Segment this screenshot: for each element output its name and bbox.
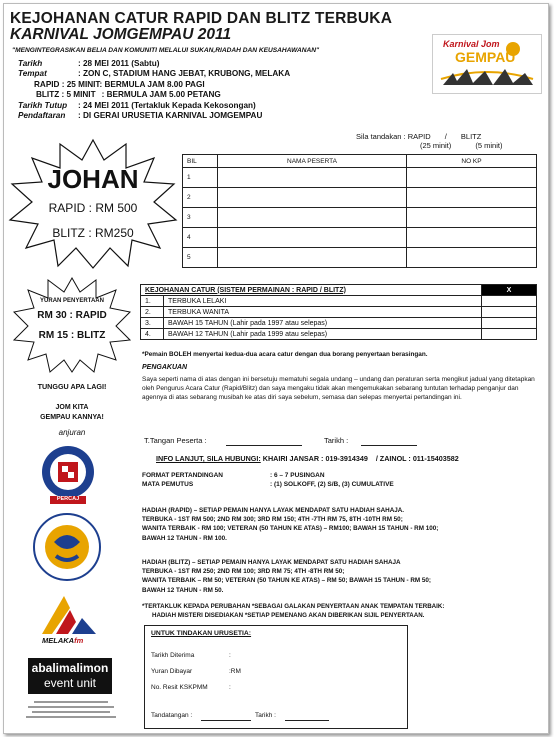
col-nama: NAMA PESERTA [218,155,407,168]
category-label: TERBUKA LELAKI [164,296,482,307]
table-row[interactable] [183,208,537,228]
row-number: 5 [183,248,218,268]
blitz-value: : BERMULA JAM 5.00 PETANG [101,90,221,100]
nama-cell[interactable] [218,208,407,228]
abalimalimon-line2: event unit [43,676,97,690]
yuran-burst-shape [12,276,132,374]
hadiah-blitz-line: TERBUKA - 1ST RM 250; 2ND RM 100; 3RD RM 75; 4TH -8TH RM 50; [142,568,345,576]
category-row[interactable] [141,329,537,340]
club-seal-logo [32,512,102,582]
category-row[interactable] [141,318,537,329]
title-line-1: KEJOHANAN CATUR RAPID DAN BLITZ TERBUKA [10,10,393,27]
club-seal-emblem [32,512,102,582]
format-block [142,471,394,489]
row-number: 4 [183,228,218,248]
urusetia-tandatangan: Tandatangan : [151,712,193,719]
pengakuan-body: Saya seperti nama di atas dengan ini bersetuju mematuhi segala undang – undang dan peraturan serta mengikut jadual yang ditetapkan oleh Pengurus Acara Catur (Rapid/Blitz) dan saya mengaku tidak akan mengemukakan sebarang tuntutan terhadap penganjur dan agennya di atas sebarang musibah ke atas diri saya sebelum, semasa dan selepas menyertai pertandingan ini. [142,376,535,401]
urusetia-yuran: Yuran Dibayar [151,668,193,675]
sila-blitz: BLITZ [460,132,482,141]
nokp-cell[interactable] [407,248,537,268]
hadiah-rapid [142,506,438,543]
ttangan-label: T.Tangan Peserta : [144,436,207,445]
yuran-starburst [12,276,132,374]
fm-text: fm [74,636,84,645]
tutup-label: Tarikh Tutup [18,100,68,110]
info-block [18,59,290,121]
sila-rapid-min: (25 minit) [420,141,452,150]
format-value2: : (1) SOLKOFF, (2) S/B, (3) CUMULATIVE [270,481,394,488]
tempat-value: : ZON C, STADIUM HANG JEBAT, KRUBONG, MELAKA [78,69,291,79]
nama-cell[interactable] [218,228,407,248]
category-label: BAWAH 15 TAHUN (Lahir pada 1997 atau selepas) [164,318,482,329]
rapid-label: RAPID : 25 MINIT [34,79,100,89]
tertakluk-block [142,602,444,620]
ttangan-line[interactable] [226,445,302,446]
nokp-cell[interactable] [407,168,537,188]
urusetia-title: UNTUK TINDAKAN URUSETIA: [151,630,252,637]
tarikh-sign-line[interactable] [361,445,417,446]
daftar-label: Pendaftaran [18,111,66,121]
category-table [140,284,537,340]
format-value1: : 6 – 7 PUSINGAN [270,472,325,479]
sila-slash: / [444,132,447,141]
percaj-logo [38,444,98,506]
contact-label: INFO LANJUT, SILA HUBUNGI: [156,454,261,463]
urusetia-tarikh: Tarikh : [255,712,276,719]
title-line-2: KARNIVAL JOMGEMPAU 2011 [10,26,232,43]
category-no: 4. [141,329,164,340]
tutup-value: : 24 MEI 2011 (Tertakluk Kepada Kekosongan) [78,100,256,110]
tertakluk-line: HADIAH MISTERI DISEDIAKAN *SETIAP PEMENANG AKAN DIBERIKAN SIJIL PENYERTAAN. [152,612,425,619]
urusetia-diterima: Tarikh Diterima [151,652,195,659]
contact-p1: KHAIRI JANSAR : 019-3914349 [262,454,368,463]
abalimalimon-logo [28,658,112,694]
rapid-value: : BERMULA JAM 8.00 PAGI [99,79,205,89]
row-number: 2 [183,188,218,208]
hadiah-rapid-line: HADIAH (RAPID) – SETIAP PEMAIN HANYA LAYAK MENDAPAT SATU HADIAH SAHAJA. [142,507,405,514]
sila-label: Sila tandakan : RAPID [356,132,431,141]
jom-line1: JOM KITA [55,404,89,411]
melaka-fm-label [42,636,83,645]
abalimalimon-line1: abalimalimon [31,661,109,675]
tertakluk-line: *TERTAKLUK KEPADA PERUBAHAN *SEBAGAI GALAKAN PENYERTAAN ANAK TEMPATAN TERBAIK: [142,603,445,610]
tunggu-text: TUNGGU APA LAGI! [37,382,107,391]
table-row[interactable] [183,168,537,188]
karnival-logo-line1: Karnival Jom [443,39,500,49]
pengakuan-title: PENGAKUAN [142,364,188,371]
yuran-title: YURAN PENYERTAAN [40,298,104,304]
nama-cell[interactable] [218,168,407,188]
category-row[interactable] [141,307,537,318]
contact-line [156,454,459,463]
category-no: 2. [141,307,164,318]
nama-cell[interactable] [218,188,407,208]
contact-p2: / ZAINOL : 011-15403582 [375,454,459,463]
hadiah-blitz-line: WANITA TERBAIK – RM 50; VETERAN (50 TAHUN KE ATAS) – RM 50; BAWAH 15 TAHUN - RM 50; [142,577,431,585]
category-check[interactable] [482,307,537,318]
tarikh-sign-label: Tarikh : [324,436,349,445]
urusetia-resit-sep: : [229,684,231,691]
hadiah-blitz [142,558,431,595]
tempat-label: Tempat [18,69,47,79]
tandatangan-line[interactable] [201,720,251,721]
johan-starburst [8,138,178,270]
tarikh-label: Tarikh [18,59,43,68]
table-row[interactable] [183,228,537,248]
yuran-blitz: RM 15 : BLITZ [38,330,106,341]
melaka-text: MELAKA [42,636,75,645]
col-nokp: NO KP [407,155,537,168]
nama-cell[interactable] [218,248,407,268]
karnival-logo [432,34,542,94]
hadiah-rapid-line: BAWAH 12 TAHUN - RM 100. [142,534,227,542]
category-check[interactable] [482,318,537,329]
category-check[interactable] [482,329,537,340]
johan-rapid: RAPID : RM 500 [48,201,138,215]
urusetia-box [144,625,408,729]
anjuran-text: anjuran [58,428,86,437]
melaka-fm-emblem [40,590,98,638]
nokp-cell[interactable] [407,208,537,228]
yuran-rapid: RM 30 : RAPID [37,310,107,321]
daftar-value: : DI GERAI URUSETIA KARNIVAL JOMGEMPAU [78,111,263,121]
category-no: 3. [141,318,164,329]
row-number: 3 [183,208,218,228]
blitz-label: BLITZ : 5 MINIT [36,90,96,100]
category-header: KEJOHANAN CATUR (SISTEM PERMAINAN : RAPID / BLITZ) [141,285,482,296]
jom-line2: GEMPAU KANNYA! [40,414,104,421]
category-x-header: X [482,285,537,296]
abalimalimon-address [24,698,118,721]
category-no: 1. [141,296,164,307]
hadiah-blitz-line: BAWAH 12 TAHUN - RM 50. [142,586,224,594]
col-bil: BIL [183,155,218,168]
category-label: TERBUKA WANITA [164,307,482,318]
karnival-logo-line2: GEMPAU [455,49,516,65]
player-table [182,154,537,268]
melaka-fm-logo [40,590,98,648]
note-boleh: *Pemain BOLEH menyertai kedua-dua acara catur dengan dua borang penyertaan berasingan. [142,351,428,358]
category-row[interactable] [141,296,537,307]
hadiah-rapid-line: TERBUKA - 1ST RM 500; 2ND RM 300; 3RD RM 150; 4TH -7TH RM 75, 8TH -10TH RM 50; [142,516,403,524]
category-check[interactable] [482,296,537,307]
category-label: BAWAH 12 TAHUN (Lahir pada 1999 atau selepas) [164,329,482,340]
johan-title: JOHAN [47,164,139,194]
table-row[interactable] [183,248,537,268]
urusetia-yuran-val: :RM [229,668,241,675]
urusetia-resit: No. Resit KSKPMM [151,684,208,691]
format-label2: MATA PEMUTUS [142,481,194,488]
percaj-label: PERCAJ [56,496,80,502]
nokp-cell[interactable] [407,188,537,208]
hadiah-blitz-line: HADIAH (BLITZ) – SETIAP PEMAIN HANYA LAYAK MENDAPAT SATU HADIAH SAHAJA [142,559,401,566]
table-row[interactable] [183,188,537,208]
urusetia-diterima-sep: : [229,652,231,659]
sila-blitz-min: (5 minit) [475,141,503,150]
hadiah-rapid-line: WANITA TERBAIK - RM 100; VETERAN (50 TAHUN KE ATAS) – RM100; BAWAH 15 TAHUN - RM 100; [142,525,439,533]
row-number: 1 [183,168,218,188]
tarikh-value: : 28 MEI 2011 (Sabtu) [78,59,160,68]
tarikh-urusetia-line[interactable] [285,720,329,721]
nokp-cell[interactable] [407,228,537,248]
slogan: "MENGINTEGRASIKAN BELIA DAN KOMUNITI MELALUI SUKAN,RIADAH DAN KEUSAHAWANAN" [12,47,320,54]
poster-page [3,3,549,734]
sila-tandakan [356,132,502,150]
johan-blitz: BLITZ : RM250 [52,226,134,240]
format-label1: FORMAT PERTANDINGAN [142,472,224,479]
